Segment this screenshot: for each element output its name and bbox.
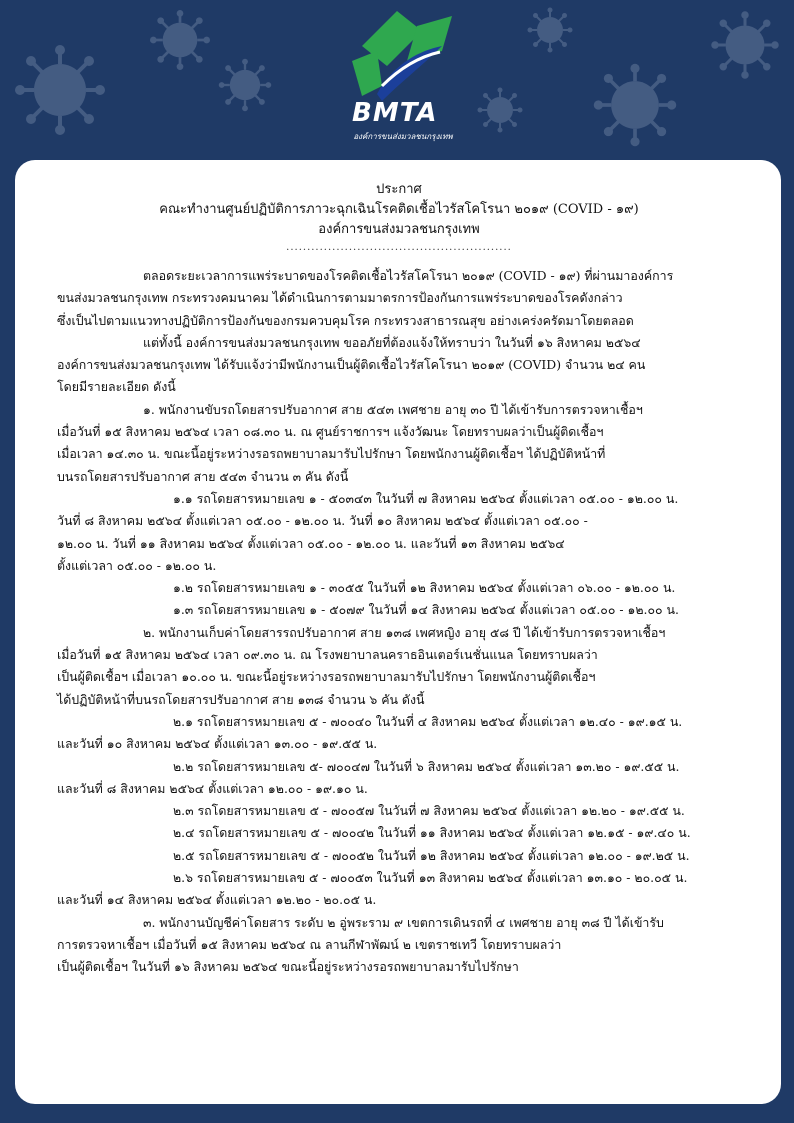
- case1-bus-1: ตั้งแต่เวลา ๐๕.๐๐ - ๑๒.๐๐ น.: [57, 557, 217, 573]
- case2-bus-1: และวันที่ ๑๐ สิงหาคม ๒๕๖๔ ตั้งแต่เวลา ๑๓.๐๐ - ๑๙.๕๕ น.: [57, 736, 378, 752]
- case3-line: ๓. พนักงานบัญชีค่าโดยสาร ระดับ ๒ อู่พระราม ๙ เขตการเดินรถที่ ๔ เพศชาย อายุ ๓๘ ปี ได้เข้ารับ: [143, 914, 664, 930]
- case2-bus-2: ๒.๒ รถโดยสารหมายเลข ๕- ๗๐๐๔๗ ในวันที่ ๖ สิงหาคม ๒๕๖๔ ตั้งแต่เวลา ๑๓.๒๐ - ๑๙.๕๕ น.: [173, 758, 680, 774]
- logo-subtitle: องค์การขนส่งมวลชนกรุงเทพ: [353, 132, 453, 141]
- case1-bus-1: วันที่ ๘ สิงหาคม ๒๕๖๔ ตั้งแต่เวลา ๐๕.๐๐ - ๑๒.๐๐ น. วันที่ ๑๐ สิงหาคม ๒๕๖๔ ตั้งแต่เวลา ๐๕.๐๐ -: [57, 513, 588, 529]
- case2-line: ๒. พนักงานเก็บค่าโดยสารรถปรับอากาศ สาย ๑๓๘ เพศหญิง อายุ ๕๘ ปี ได้เข้ารับการตรวจหาเชื้อฯ: [143, 624, 666, 640]
- case1-bus-2: ๑.๒ รถโดยสารหมายเลข ๑ - ๓๐๕๕ ในวันที่ ๑๒ สิงหาคม ๒๕๖๔ ตั้งแต่เวลา ๐๖.๐๐ - ๑๒.๐๐ น.: [173, 580, 676, 596]
- header-title: ประกาศ: [376, 182, 422, 197]
- case1-line: เมื่อเวลา ๑๔.๓๐ น. ขณะนี้อยู่ระหว่างรอรถพยาบาลมารับไปรักษา โดยพนักงานผู้ติดเชื้อฯ ได้ปฏิบัติหน้าที่: [57, 446, 606, 462]
- case2-bus-6: ๒.๖ รถโดยสารหมายเลข ๕ - ๗๐๐๕๓ ในวันที่ ๑๓ สิงหาคม ๒๕๖๔ ตั้งแต่เวลา ๑๓.๑๐ - ๒๐.๐๕ น.: [173, 870, 688, 886]
- case1-line: ๑. พนักงานขับรถโดยสารปรับอากาศ สาย ๕๔๓ เพศชาย อายุ ๓๐ ปี ได้เข้ารับการตรวจหาเชื้อฯ: [143, 401, 643, 417]
- virus-icon: [140, 0, 220, 80]
- case2-bus-3: ๒.๓ รถโดยสารหมายเลข ๕ - ๗๐๐๕๗ ในวันที่ ๗ สิงหาคม ๒๕๖๔ ตั้งแต่เวลา ๑๒.๒๐ - ๑๙.๕๕ น.: [173, 803, 685, 819]
- announce-line: โดยมีรายละเอียด ดังนี้: [57, 379, 176, 395]
- virus-icon: [520, 0, 580, 60]
- case2-bus-2: และวันที่ ๘ สิงหาคม ๒๕๖๔ ตั้งแต่เวลา ๑๒.๐๐ - ๑๙.๑๐ น.: [57, 780, 368, 796]
- announce-line: องค์การขนส่งมวลชนกรุงเทพ ได้รับแจ้งว่ามีพนักงานเป็นผู้ติดเชื้อไวรัสโคโรนา ๒๐๑๙ (COVID) จำนวน ๒๔ คน: [57, 357, 646, 373]
- intro-line: ขนส่งมวลชนกรุงเทพ กระทรวงคมนาคม ได้ดำเนินการตามมาตรการป้องกันการแพร่ระบาดของโรคดังกล่าว: [57, 290, 623, 306]
- case2-bus-1: ๒.๑ รถโดยสารหมายเลข ๕ - ๗๐๐๔๐ ในวันที่ ๔ สิงหาคม ๒๕๖๔ ตั้งแต่เวลา ๑๒.๔๐ - ๑๙.๑๕ น.: [173, 713, 683, 729]
- case1-line: เมื่อวันที่ ๑๕ สิงหาคม ๒๕๖๔ เวลา ๐๘.๓๐ น. ณ ศูนย์ราชการฯ แจ้งวัฒนะ โดยทราบผลว่าเป็นผู้ติดเชื้อฯ: [57, 424, 604, 440]
- case2-line: ได้ปฏิบัติหน้าที่บนรถโดยสารปรับอากาศ สาย ๑๓๘ จำนวน ๖ คัน ดังนี้: [57, 691, 425, 707]
- case1-line: บนรถโดยสารปรับอากาศ สาย ๕๔๓ จำนวน ๓ คัน ดังนี้: [57, 468, 349, 484]
- case2-line: เมื่อวันที่ ๑๕ สิงหาคม ๒๕๖๔ เวลา ๐๙.๓๐ น. ณ โรงพยาบาลนคราธอินเตอร์เนชั่นแนล โดยทราบผลว่า: [57, 647, 598, 663]
- virus-icon: [470, 80, 530, 140]
- header-rule: ......................................................: [286, 242, 512, 253]
- announce-line: แต่ทั้งนี้ องค์การขนส่งมวลชนกรุงเทพ ขออภัยที่ต้องแจ้งให้ทราบว่า ในวันที่ ๑๖ สิงหาคม ๒๕๖๔: [143, 334, 641, 350]
- virus-icon: [700, 0, 790, 90]
- case2-line: เป็นผู้ติดเชื้อฯ เมื่อเวลา ๑๐.๐๐ น. ขณะนี้อยู่ระหว่างรอรถพยาบาลมารับไปรักษา โดยพนักงานผู้ติดเชื้อฯ: [57, 669, 596, 685]
- header-committee: คณะทำงานศูนย์ปฏิบัติการภาวะฉุกเฉินโรคติดเชื้อไวรัสโคโรนา ๒๐๑๙ (COVID - ๑๙): [159, 202, 639, 217]
- case1-bus-1: ๑.๑ รถโดยสารหมายเลข ๑ - ๕๐๓๔๓ ในวันที่ ๗ สิงหาคม ๒๕๖๔ ตั้งแต่เวลา ๐๕.๐๐ - ๑๒.๐๐ น.: [173, 490, 679, 506]
- header-org: องค์การขนส่งมวลชนกรุงเทพ: [318, 222, 480, 237]
- case1-bus-3: ๑.๓ รถโดยสารหมายเลข ๑ - ๕๐๗๙ ในวันที่ ๑๔ สิงหาคม ๒๕๖๔ ตั้งแต่เวลา ๐๕.๐๐ - ๑๒.๐๐ น.: [173, 602, 679, 618]
- case3-line: เป็นผู้ติดเชื้อฯ ในวันที่ ๑๖ สิงหาคม ๒๕๖๔ ขณะนี้อยู่ระหว่างรอรถพยาบาลมารับไปรักษา: [57, 959, 519, 975]
- virus-icon: [210, 50, 280, 120]
- case1-bus-1: ๑๒.๐๐ น. วันที่ ๑๑ สิงหาคม ๒๕๖๔ ตั้งแต่เวลา ๐๕.๐๐ - ๑๒.๐๐ น. และวันที่ ๑๓ สิงหาคม ๒๕๖๔: [57, 535, 565, 551]
- announcement-card: [15, 160, 781, 1104]
- intro-line: ซึ่งเป็นไปตามแนวทางปฏิบัติการป้องกันของกรมควบคุมโรค กระทรวงสาธารณสุข อย่างเคร่งครัดมาโดยตลอด: [57, 312, 634, 328]
- intro-line: ตลอดระยะเวลาการแพร่ระบาดของโรคติดเชื้อไวรัสโคโรนา ๒๐๑๙ (COVID - ๑๙) ที่ผ่านมาองค์การ: [143, 268, 674, 283]
- case2-bus-5: ๒.๕ รถโดยสารหมายเลข ๕ - ๗๐๐๕๒ ในวันที่ ๑๒ สิงหาคม ๒๕๖๔ ตั้งแต่เวลา ๑๒.๐๐ - ๑๙.๒๕ น.: [173, 847, 690, 863]
- case3-line: การตรวจหาเชื้อฯ เมื่อวันที่ ๑๕ สิงหาคม ๒๕๖๔ ณ ลานกีฬาพัฒน์ ๒ เขตราชเทวี โดยทราบผลว่า: [57, 936, 562, 952]
- virus-icon: [580, 50, 690, 160]
- case2-bus-6: และวันที่ ๑๔ สิงหาคม ๒๕๖๔ ตั้งแต่เวลา ๑๒.๒๐ - ๒๐.๐๕ น.: [57, 892, 377, 908]
- virus-icon: [0, 30, 120, 150]
- case2-bus-4: ๒.๔ รถโดยสารหมายเลข ๕ - ๗๐๐๔๒ ในวันที่ ๑๑ สิงหาคม ๒๕๖๔ ตั้งแต่เวลา ๑๒.๑๕ - ๑๙.๔๐ น.: [173, 825, 691, 841]
- logo-brand: BMTA: [352, 98, 438, 128]
